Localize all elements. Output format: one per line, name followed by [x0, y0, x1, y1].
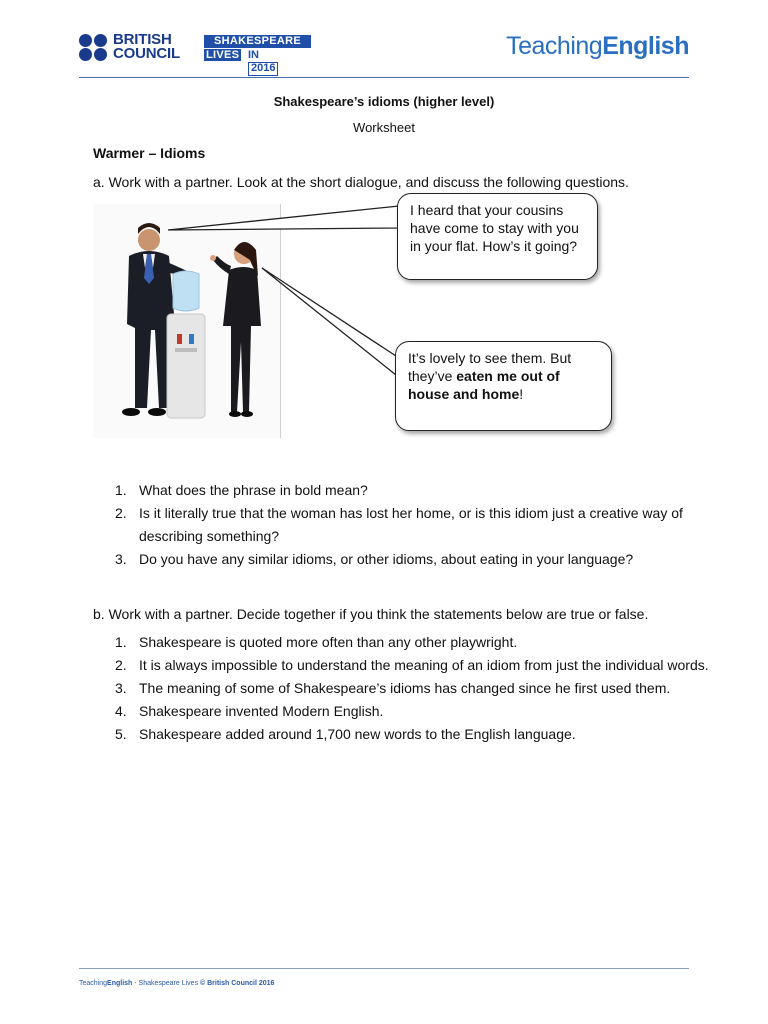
footer-text [79, 980, 274, 987]
bubble-woman-text: It’s lovely to see them. But they’ve [408, 350, 572, 384]
list-item [93, 677, 721, 700]
british-council-line1: BRITISH [113, 31, 172, 48]
list-item [93, 723, 721, 746]
questions-list-a [93, 479, 721, 571]
footer-english: English [107, 980, 133, 987]
page-title: Shakespeare’s idioms (higher level) [273, 94, 495, 109]
list-item [93, 502, 721, 548]
list-item [93, 700, 721, 723]
bubble-woman-end: ! [519, 386, 524, 402]
british-council-line2: COUNCIL [113, 45, 180, 62]
bold-idiom-phrase: eaten me out of house and home [408, 368, 560, 402]
list-item-text: The meaning of some of Shakespeare’s idioms has changed since he first used them. [139, 680, 671, 696]
part-a-instruction: a. Work with a partner. Look at the short dialogue, and discuss the following questions. [93, 174, 629, 190]
list-item-text: Shakespeare added around 1,700 new words to the English language. [139, 726, 576, 742]
list-item-text: It is always impossible to understand the meaning of an idiom from just the individual words. [139, 657, 709, 673]
list-item-text: Shakespeare invented Modern English. [139, 703, 384, 719]
list-item-text: Shakespeare is quoted more often than any other playwright. [139, 634, 518, 650]
footer-teaching: Teaching [79, 980, 108, 987]
list-item-number: 2. [115, 657, 127, 673]
teaching-english-light: Teaching [506, 32, 603, 60]
list-item [93, 479, 721, 502]
woman-bubble-tail [262, 268, 396, 375]
list-item [93, 631, 721, 654]
shakespeare-lives-line1: SHAKESPEARE [204, 35, 311, 48]
teaching-english-bold: English [602, 32, 689, 60]
footer-divider [79, 968, 689, 969]
list-item-text: Is it literally true that the woman has lost her home, or is this idiom just a creative way of describing something? [139, 505, 683, 544]
man-bubble-tail [168, 206, 399, 230]
statements-list-b [93, 631, 721, 746]
list-item-number: 5. [115, 726, 127, 742]
list-item [93, 654, 721, 677]
part-b-instruction: b. Work with a partner. Decide together if you think the statements below are true or false. [93, 606, 649, 622]
page-subtitle: Worksheet [353, 120, 415, 135]
list-item-text: Do you have any similar idioms, or other idioms, about eating in your language? [139, 551, 634, 567]
footer-copyright: © British Council 2016 [200, 980, 275, 987]
shakespeare-lives-year: 2016 [248, 62, 278, 76]
list-item-number: 2. [115, 505, 127, 521]
section-heading-warmer: Warmer – Idioms [93, 145, 206, 161]
speech-bubble-woman [395, 341, 612, 431]
list-item-number: 1. [115, 482, 127, 498]
list-item-number: 3. [115, 680, 127, 696]
list-item [93, 548, 721, 571]
list-item-number: 1. [115, 634, 127, 650]
list-item-number: 3. [115, 551, 127, 567]
list-item-text: What does the phrase in bold mean? [139, 482, 368, 498]
speech-bubble-man: I heard that your cousins have come to stay with you in your flat. How’s it going? [397, 193, 598, 280]
shakespeare-lives-line3: IN [248, 49, 259, 61]
footer-series: - Shakespeare Lives [132, 980, 201, 987]
shakespeare-lives-line2: LIVES [206, 49, 240, 61]
list-item-number: 4. [115, 703, 127, 719]
